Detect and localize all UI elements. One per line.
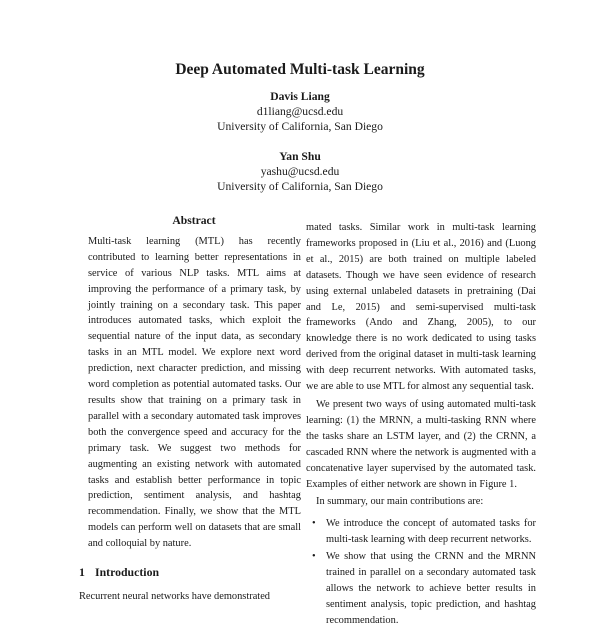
list-item-text: We show that using the CRNN and the MRNN trained in parallel on a secondary automated task allows the network to achieve better results in sentiment analysis, topic prediction, and hashtag recommendation.: [326, 551, 536, 626]
list-item: [306, 516, 536, 548]
author-email: yashu@ucsd.edu: [260, 165, 340, 178]
bullet-icon: •: [312, 518, 316, 530]
bullet-icon: •: [312, 551, 316, 563]
paper-title: Deep Automated Multi-task Learning: [175, 61, 425, 78]
body-paragraph: In summary, our main contributions are:: [316, 496, 484, 508]
abstract: [79, 213, 309, 552]
section-number: 1: [79, 565, 85, 580]
author-block-2: [0, 149, 600, 194]
left-column: [79, 213, 309, 605]
body-paragraph: mated tasks. Similar work in multi-task learning frameworks proposed in (Liu et al., 2016) and (Luong et al., 2015) are both trained on multiple labeled datasets. Though we have seen evidence of research using external unlabeled datasets in pretraining (Dai and Le, 2015) and semi-supervised multi-task frameworks (Ando and Zhang, 2005), to our knowledge there is no work dedicated to using tasks derived from the original dataset in multi-task learning with deep recurrent networks. With automated tasks, we are able to use MTL for almost any sequential task.: [306, 222, 536, 393]
contribution-list: [306, 516, 536, 628]
section-title: Introduction: [95, 565, 160, 580]
abstract-heading: Abstract: [172, 214, 216, 227]
author-name: Davis Liang: [270, 90, 330, 103]
list-item-text: We introduce the concept of automated tasks for multi-task learning with deep recurrent networks.: [326, 518, 536, 546]
introduction-text: Recurrent neural networks have demonstrated: [79, 590, 270, 602]
right-column: [306, 220, 536, 630]
author-block-1: [0, 89, 600, 134]
body-paragraph: We present two ways of using automated multi-task learning: (1) the MRNN, a multi-tasking RNN where the tasks share an LSTM layer, and (2) the CRNN, a cascaded RNN where the network is augmented with a concatenative layer supervised by the automated task. Examples of either network are shown in Figure 1.: [306, 398, 536, 490]
author-email: d1liang@ucsd.edu: [256, 105, 344, 118]
author-name: Yan Shu: [279, 150, 321, 163]
abstract-text: Multi-task learning (MTL) has recently contributed to learning better representations in service of various NLP tasks. MTL aims at improving the performance of a primary task, by jointly training on a secondary task. This paper introduces automated tasks, which exploit the sequential nature of the input data, as secondary tasks in an MTL model. We explore next word prediction, next character prediction, and missing word completion as potential automated tasks. Our results show that training on a primary task in parallel with a secondary automated task improves both the convergence speed and accuracy for the primary task. We suggest two methods for augmenting an existing network with automated tasks and establish better performance in topic prediction, sentiment analysis, and hashtag recommendation. Finally, we show that the MTL models can perform well on datasets that are small and colloquial by nature.: [88, 235, 301, 550]
list-item: [306, 549, 536, 629]
author-affiliation: University of California, San Diego: [217, 180, 383, 193]
section-heading-introduction: [79, 565, 309, 581]
author-affiliation: University of California, San Diego: [217, 120, 383, 133]
